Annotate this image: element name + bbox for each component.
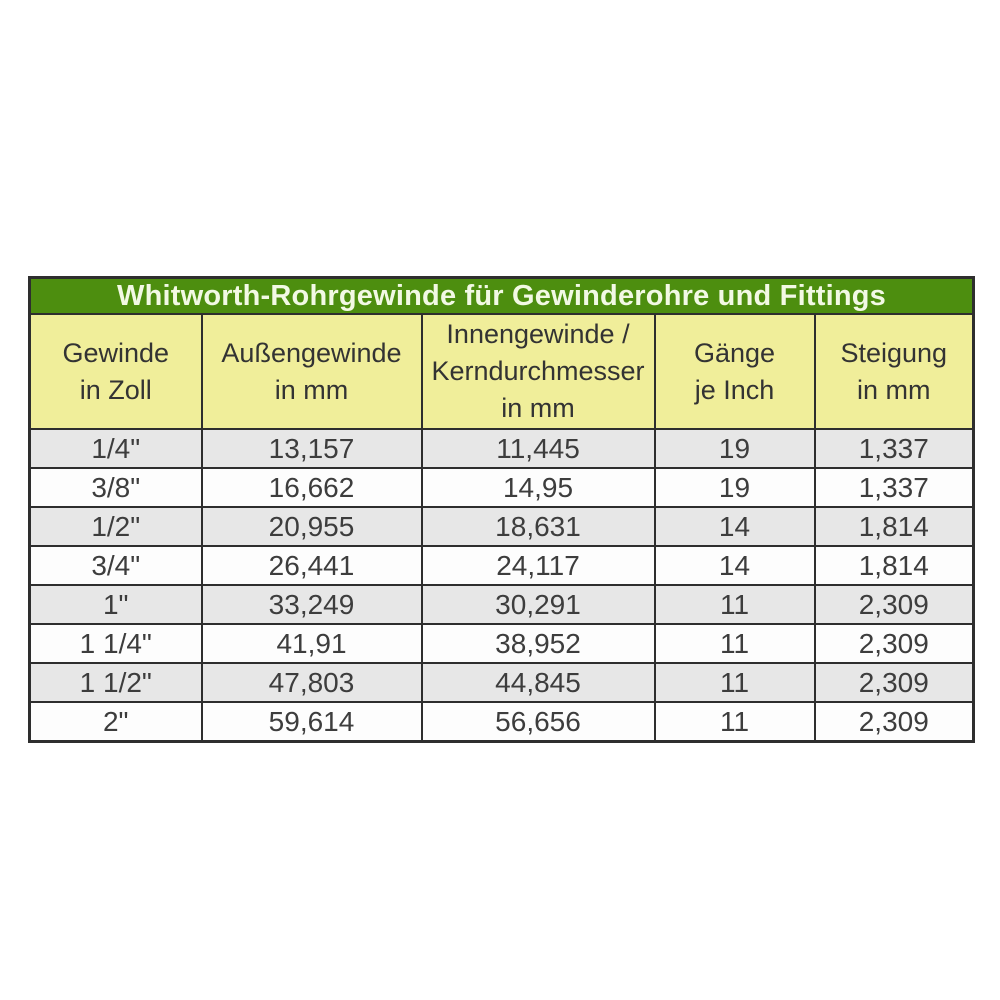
table-cell: 1 1/4" — [30, 624, 202, 663]
table-row — [30, 663, 974, 702]
table-cell: 13,157 — [202, 429, 422, 468]
table-cell: 1,337 — [815, 468, 974, 507]
table-cell: 1,814 — [815, 546, 974, 585]
table-cell: 38,952 — [422, 624, 655, 663]
table-cell: 1/2" — [30, 507, 202, 546]
table-cell: 33,249 — [202, 585, 422, 624]
table-cell: 59,614 — [202, 702, 422, 742]
table-cell: 11 — [655, 663, 815, 702]
table-row — [30, 702, 974, 742]
table-row — [30, 507, 974, 546]
table-row — [30, 585, 974, 624]
column-header-gaenge-je-inch: Gänge je Inch — [655, 314, 815, 429]
table-cell: 11 — [655, 585, 815, 624]
table-cell: 2,309 — [815, 585, 974, 624]
table-cell: 2" — [30, 702, 202, 742]
table-cell: 1 1/2" — [30, 663, 202, 702]
table-cell: 19 — [655, 468, 815, 507]
table-cell: 11,445 — [422, 429, 655, 468]
table-cell: 20,955 — [202, 507, 422, 546]
table-title: Whitworth-Rohrgewinde für Gewinderohre und Fittings — [30, 278, 974, 315]
table-cell: 26,441 — [202, 546, 422, 585]
thread-table-container — [28, 276, 972, 743]
table-cell: 47,803 — [202, 663, 422, 702]
table-cell: 44,845 — [422, 663, 655, 702]
table-cell: 11 — [655, 702, 815, 742]
table-cell: 18,631 — [422, 507, 655, 546]
table-cell: 1,814 — [815, 507, 974, 546]
column-header-gewinde-in-zoll: Gewinde in Zoll — [30, 314, 202, 429]
whitworth-thread-table — [28, 276, 975, 743]
table-cell: 1" — [30, 585, 202, 624]
table-cell: 16,662 — [202, 468, 422, 507]
table-cell: 14 — [655, 546, 815, 585]
table-cell: 56,656 — [422, 702, 655, 742]
column-header-innengewinde-kerndurchmesser-in-mm: Innengewinde / Kerndurchmesser in mm — [422, 314, 655, 429]
table-cell: 14 — [655, 507, 815, 546]
table-row — [30, 429, 974, 468]
table-cell: 41,91 — [202, 624, 422, 663]
table-cell: 11 — [655, 624, 815, 663]
column-header-steigung-in-mm: Steigung in mm — [815, 314, 974, 429]
table-title-row — [30, 278, 974, 315]
table-cell: 2,309 — [815, 702, 974, 742]
table-cell: 3/4" — [30, 546, 202, 585]
table-row — [30, 624, 974, 663]
table-header-row — [30, 314, 974, 429]
table-cell: 2,309 — [815, 663, 974, 702]
table-cell: 3/8" — [30, 468, 202, 507]
table-row — [30, 468, 974, 507]
table-cell: 1,337 — [815, 429, 974, 468]
table-cell: 19 — [655, 429, 815, 468]
table-cell: 14,95 — [422, 468, 655, 507]
column-header-aussengewinde-in-mm: Außengewinde in mm — [202, 314, 422, 429]
table-cell: 2,309 — [815, 624, 974, 663]
table-cell: 24,117 — [422, 546, 655, 585]
table-cell: 30,291 — [422, 585, 655, 624]
table-row — [30, 546, 974, 585]
table-cell: 1/4" — [30, 429, 202, 468]
